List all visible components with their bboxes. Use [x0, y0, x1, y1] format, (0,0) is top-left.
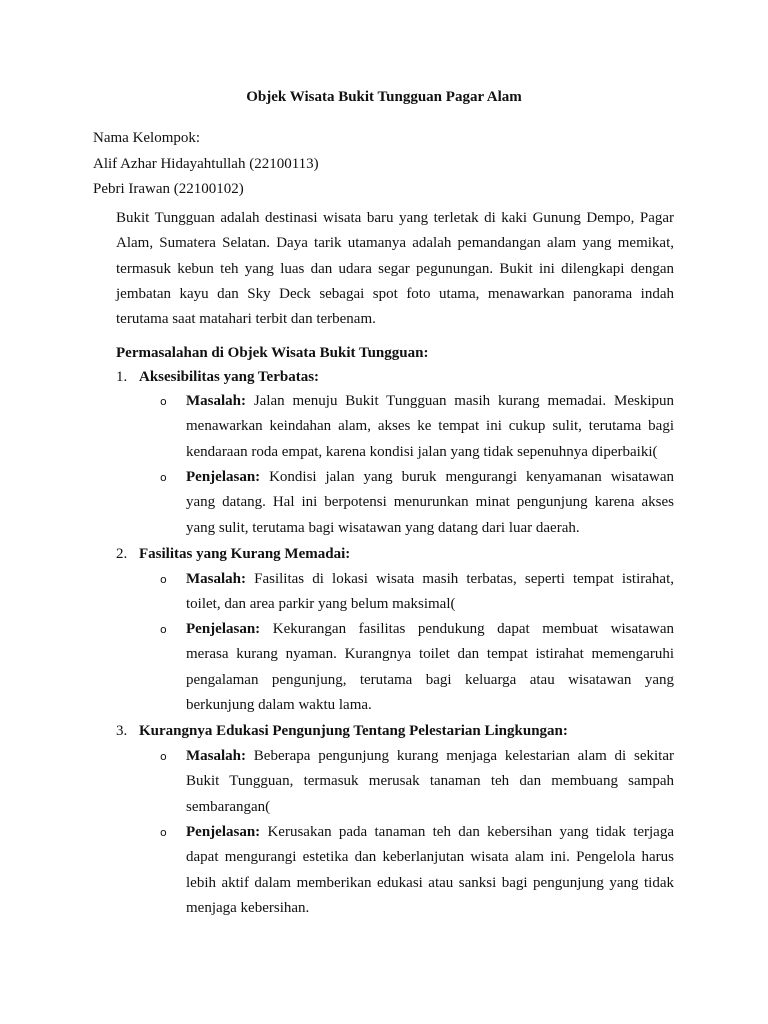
bullet-text: Fasilitas di lokasi wisata masih terbatas, seperti tempat istirahat, [246, 571, 674, 587]
bullet-marker: o [160, 623, 167, 636]
bullet-text: sembarangan( [186, 798, 271, 815]
bullet-label: Penjelasan: [186, 469, 261, 485]
intro-line: jembatan kayu dan Sky Deck sebagai spot foto utama, menawarkan panorama indah [116, 285, 674, 302]
bullet-text: berkunjung dalam waktu lama. [186, 696, 372, 713]
intro-line: termasuk kebun teh yang luas dan udara segar pegunungan. Bukit ini dilengkapi dengan [116, 260, 674, 277]
item-number: 1. [116, 369, 128, 385]
bullet-text: pengalaman pengunjung, terutama bagi keluarga atau wisatawan yang [186, 671, 674, 688]
bullet-text: merasa kurang nyaman. Kurangnya toilet dan tempat istirahat memengaruhi [186, 646, 674, 663]
bullet-text: menawarkan keindahan alam, akses ke tempat ini cukup sulit, terutama bagi [186, 418, 674, 435]
group-label: Nama Kelompok: [93, 130, 201, 146]
bullet-text: toilet, dan area parkir yang belum maksimal( [186, 596, 456, 613]
bullet-marker: o [160, 471, 167, 484]
intro-paragraph [116, 206, 674, 332]
numbered-item-heading [116, 544, 350, 564]
bullet-text: Jalan menuju Bukit Tungguan masih kurang memadai. Meskipun [246, 393, 674, 409]
bullet-text: Kekurangan fasilitas pendukung dapat membuat wisatawan [260, 621, 674, 637]
bullet-label: Masalah: [186, 571, 246, 587]
item-heading: Fasilitas yang Kurang Memadai: [139, 546, 351, 562]
numbered-item-heading [116, 367, 319, 387]
bullet-text: Kondisi jalan yang buruk mengurangi kenyamanan wisatawan [260, 469, 674, 485]
bullet-label: Masalah: [186, 393, 246, 409]
member-name: Alif Azhar Hidayahtullah (22100113) [93, 155, 319, 172]
item-heading: Aksesibilitas yang Terbatas: [139, 369, 320, 385]
intro-line: terutama saat matahari terbit dan terbenam. [116, 311, 376, 328]
bullet-text: Bukit Tungguan, termasuk merusak tanaman teh dan membuang sampah [186, 773, 674, 790]
item-number: 3. [116, 723, 128, 739]
intro-line: Alam, Sumatera Selatan. Daya tarik utamanya adalah pemandangan alam yang memikat, [116, 235, 674, 252]
bullet-text: kendaraan roda empat, karena kondisi jalan yang tidak sepenuhnya diperbaiki( [186, 443, 658, 460]
intro-line: Bukit Tungguan adalah destinasi wisata baru yang terletak di kaki Gunung Dempo, Pagar [116, 210, 674, 226]
member-name: Pebri Irawan (22100102) [93, 181, 244, 197]
bullet-label: Masalah: [186, 748, 246, 764]
bullet-text: lebih aktif dalam memberikan edukasi atau sanksi bagi pengunjung yang tidak [186, 874, 674, 891]
bullet-text: yang datang. Hal ini berpotensi menurunkan minat pengunjung karena akses [186, 494, 674, 511]
bullet-text: Beberapa pengunjung kurang menjaga kelestarian alam di sekitar [246, 748, 674, 764]
item-number: 2. [116, 546, 128, 562]
bullet-text: dapat mengurangi estetika dan keberlanjutan wisata alam ini. Pengelola harus [186, 849, 674, 866]
bullet-label: Penjelasan: [186, 621, 261, 637]
section-heading: Permasalahan di Objek Wisata Bukit Tungguan: [116, 345, 429, 361]
item-heading: Kurangnya Edukasi Pengunjung Tentang Pelestarian Lingkungan: [139, 723, 568, 739]
bullet-text: Kerusakan pada tanaman teh dan kebersihan yang tidak terjaga [260, 824, 674, 840]
bullet-marker: o [160, 750, 167, 763]
group-info [93, 126, 319, 203]
bullet-marker: o [160, 573, 167, 586]
bullet-label: Penjelasan: [186, 824, 261, 840]
bullet-text: menjaga kebersihan. [186, 899, 310, 916]
numbered-item-heading [116, 721, 568, 741]
document-title: Objek Wisata Bukit Tungguan Pagar Alam [246, 89, 522, 105]
bullet-text: yang sulit, terutama bagi wisatawan yang datang dari luar daerah. [186, 519, 580, 536]
bullet-marker: o [160, 395, 167, 408]
bullet-marker: o [160, 826, 167, 839]
